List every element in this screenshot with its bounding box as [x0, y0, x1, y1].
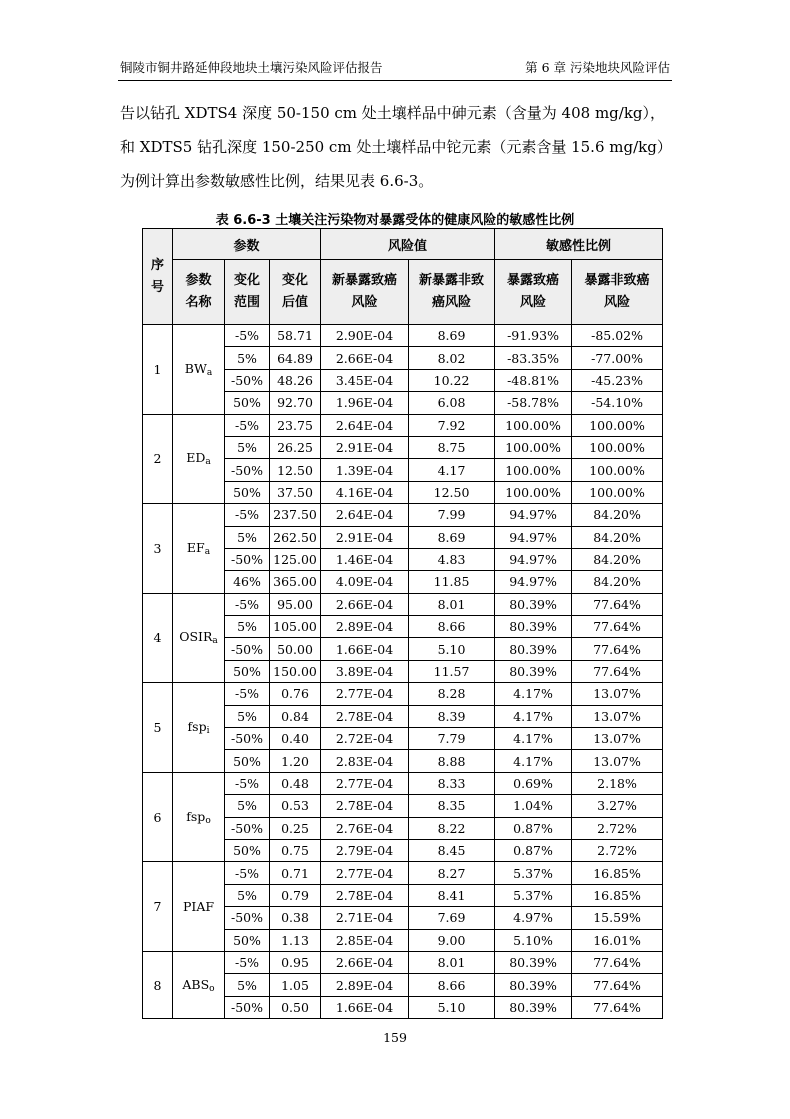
row-seq: 8 — [143, 951, 173, 1018]
cell-range: -5% — [225, 951, 270, 973]
cell-noncarc-risk: 8.22 — [409, 817, 495, 839]
chapter-title: 第 6 章 污染地块风险评估 — [525, 60, 670, 75]
param-symbol: PIAF — [182, 899, 215, 915]
cell-after-value: 58.71 — [270, 325, 321, 347]
cell-carc-risk: 2.78E-04 — [321, 705, 409, 727]
cell-noncarc-risk: 8.41 — [409, 884, 495, 906]
cell-carc-ratio: 100.00% — [495, 414, 572, 436]
cell-noncarc-risk: 8.39 — [409, 705, 495, 727]
cell-range: -50% — [225, 369, 270, 391]
cell-noncarc-ratio: 2.72% — [572, 817, 663, 839]
cell-noncarc-ratio: -45.23% — [572, 369, 663, 391]
cell-carc-ratio: 80.39% — [495, 951, 572, 973]
cell-carc-ratio: -83.35% — [495, 347, 572, 369]
cell-carc-ratio: 5.10% — [495, 929, 572, 951]
body-line: 告以钻孔 XDTS4 深度 50-150 cm 处土壤样品中砷元素（含量为 408 mg/kg）， — [120, 104, 666, 122]
cell-after-value: 365.00 — [270, 571, 321, 593]
cell-carc-risk: 2.72E-04 — [321, 728, 409, 750]
cell-noncarc-risk: 12.50 — [409, 481, 495, 503]
cell-noncarc-ratio: 100.00% — [572, 414, 663, 436]
cell-carc-risk: 2.77E-04 — [321, 772, 409, 794]
cell-carc-ratio: 94.97% — [495, 504, 572, 526]
cell-noncarc-risk: 4.17 — [409, 459, 495, 481]
param-subscript: a — [206, 367, 213, 378]
cell-noncarc-risk: 7.69 — [409, 907, 495, 929]
param-subscript: a — [212, 636, 218, 647]
cell-carc-ratio: 4.17% — [495, 750, 572, 772]
cell-noncarc-ratio: 13.07% — [572, 705, 663, 727]
cell-range: 5% — [225, 795, 270, 817]
cell-carc-risk: 3.45E-04 — [321, 369, 409, 391]
cell-range: -5% — [225, 862, 270, 884]
body-paragraph — [120, 96, 680, 198]
row-seq: 7 — [143, 862, 173, 952]
row-param-name — [173, 593, 225, 683]
cell-noncarc-risk: 8.66 — [409, 616, 495, 638]
cell-noncarc-ratio: 2.18% — [572, 772, 663, 794]
cell-carc-risk: 3.89E-04 — [321, 660, 409, 682]
header-param-name: 参数名称 — [173, 260, 225, 325]
cell-carc-ratio: 80.39% — [495, 616, 572, 638]
param-subscript: a — [205, 457, 211, 468]
cell-after-value: 0.71 — [270, 862, 321, 884]
param-symbol: fsp — [187, 719, 207, 735]
row-param-name — [173, 951, 225, 1018]
cell-noncarc-risk: 7.92 — [409, 414, 495, 436]
row-param-name — [173, 504, 225, 594]
cell-range: -5% — [225, 414, 270, 436]
body-line: 和 XDTS5 钻孔深度 150-250 cm 处土壤样品中铊元素（元素含量 15.6 mg/kg） — [120, 138, 672, 156]
cell-carc-risk: 2.89E-04 — [321, 974, 409, 996]
cell-noncarc-risk: 8.27 — [409, 862, 495, 884]
cell-noncarc-risk: 7.99 — [409, 504, 495, 526]
cell-after-value: 26.25 — [270, 436, 321, 458]
report-title: 铜陵市铜井路延伸段地块土壤污染风险评估报告 — [120, 60, 383, 75]
param-subscript: i — [206, 726, 210, 737]
body-line: 为例计算出参数敏感性比例，结果见表 6.6-3。 — [120, 172, 434, 190]
cell-noncarc-ratio: 84.20% — [572, 504, 663, 526]
cell-carc-ratio: 100.00% — [495, 459, 572, 481]
cell-noncarc-risk: 8.01 — [409, 593, 495, 615]
cell-noncarc-ratio: 13.07% — [572, 683, 663, 705]
cell-after-value: 0.95 — [270, 951, 321, 973]
cell-carc-ratio: 100.00% — [495, 436, 572, 458]
cell-carc-risk: 2.91E-04 — [321, 526, 409, 548]
cell-noncarc-risk: 8.02 — [409, 347, 495, 369]
param-symbol: fsp — [186, 808, 206, 824]
cell-carc-ratio: 94.97% — [495, 526, 572, 548]
cell-noncarc-risk: 8.35 — [409, 795, 495, 817]
sensitivity-table — [142, 228, 663, 1019]
cell-carc-ratio: 94.97% — [495, 571, 572, 593]
cell-noncarc-risk: 5.10 — [409, 996, 495, 1018]
row-param-name — [173, 772, 225, 862]
header-after: 变化后值 — [270, 260, 321, 325]
cell-noncarc-risk: 8.66 — [409, 974, 495, 996]
cell-range: -50% — [225, 638, 270, 660]
cell-after-value: 48.26 — [270, 369, 321, 391]
cell-carc-ratio: -58.78% — [495, 392, 572, 414]
cell-range: 5% — [225, 884, 270, 906]
cell-noncarc-ratio: 77.64% — [572, 638, 663, 660]
cell-after-value: 150.00 — [270, 660, 321, 682]
cell-noncarc-ratio: 100.00% — [572, 481, 663, 503]
cell-range: -5% — [225, 593, 270, 615]
cell-after-value: 0.53 — [270, 795, 321, 817]
cell-range: 50% — [225, 929, 270, 951]
cell-carc-risk: 2.91E-04 — [321, 436, 409, 458]
cell-after-value: 92.70 — [270, 392, 321, 414]
cell-after-value: 125.00 — [270, 548, 321, 570]
cell-carc-ratio: 80.39% — [495, 593, 572, 615]
row-seq: 6 — [143, 772, 173, 862]
cell-carc-ratio: 0.87% — [495, 817, 572, 839]
param-symbol: ABS — [182, 976, 210, 992]
cell-noncarc-ratio: 13.07% — [572, 750, 663, 772]
cell-range: -50% — [225, 548, 270, 570]
cell-carc-risk: 2.83E-04 — [321, 750, 409, 772]
cell-range: 46% — [225, 571, 270, 593]
cell-noncarc-risk: 11.57 — [409, 660, 495, 682]
cell-carc-ratio: 94.97% — [495, 548, 572, 570]
cell-noncarc-risk: 8.69 — [409, 325, 495, 347]
cell-range: 50% — [225, 839, 270, 861]
cell-noncarc-ratio: 77.64% — [572, 996, 663, 1018]
cell-carc-ratio: -91.93% — [495, 325, 572, 347]
cell-carc-risk: 2.79E-04 — [321, 839, 409, 861]
header-range: 变化范围 — [225, 260, 270, 325]
row-seq: 2 — [143, 414, 173, 504]
row-param-name — [173, 414, 225, 504]
cell-carc-risk: 2.90E-04 — [321, 325, 409, 347]
cell-range: -50% — [225, 996, 270, 1018]
cell-noncarc-risk: 8.75 — [409, 436, 495, 458]
table-row — [143, 593, 663, 615]
table-row — [143, 951, 663, 973]
cell-after-value: 262.50 — [270, 526, 321, 548]
cell-noncarc-risk: 8.28 — [409, 683, 495, 705]
cell-after-value: 50.00 — [270, 638, 321, 660]
cell-noncarc-risk: 8.88 — [409, 750, 495, 772]
cell-range: 5% — [225, 436, 270, 458]
cell-noncarc-ratio: -54.10% — [572, 392, 663, 414]
row-seq: 4 — [143, 593, 173, 683]
cell-carc-ratio: 5.37% — [495, 862, 572, 884]
cell-noncarc-ratio: 13.07% — [572, 728, 663, 750]
cell-carc-risk: 2.76E-04 — [321, 817, 409, 839]
header-risk: 风险值 — [321, 229, 495, 260]
cell-carc-risk: 2.78E-04 — [321, 884, 409, 906]
cell-after-value: 0.48 — [270, 772, 321, 794]
cell-after-value: 95.00 — [270, 593, 321, 615]
cell-noncarc-ratio: 3.27% — [572, 795, 663, 817]
cell-range: 50% — [225, 392, 270, 414]
cell-noncarc-ratio: -85.02% — [572, 325, 663, 347]
cell-carc-risk: 2.64E-04 — [321, 504, 409, 526]
cell-carc-risk: 1.46E-04 — [321, 548, 409, 570]
cell-carc-risk: 1.96E-04 — [321, 392, 409, 414]
table-row — [143, 504, 663, 526]
cell-range: -5% — [225, 772, 270, 794]
cell-range: 50% — [225, 750, 270, 772]
cell-carc-risk: 2.71E-04 — [321, 907, 409, 929]
table-row — [143, 325, 663, 347]
cell-after-value: 105.00 — [270, 616, 321, 638]
cell-noncarc-ratio: 16.85% — [572, 884, 663, 906]
cell-carc-ratio: -48.81% — [495, 369, 572, 391]
page-number: 159 — [383, 1030, 407, 1045]
cell-after-value: 237.50 — [270, 504, 321, 526]
param-symbol: OSIR — [179, 629, 213, 645]
header-params: 参数 — [173, 229, 321, 260]
cell-noncarc-risk: 8.01 — [409, 951, 495, 973]
cell-range: -50% — [225, 907, 270, 929]
cell-noncarc-risk: 8.69 — [409, 526, 495, 548]
param-symbol: BW — [184, 360, 207, 376]
param-subscript: a — [204, 546, 211, 557]
row-param-name — [173, 862, 225, 952]
cell-noncarc-risk: 6.08 — [409, 392, 495, 414]
cell-carc-ratio: 80.39% — [495, 660, 572, 682]
cell-carc-risk: 2.66E-04 — [321, 951, 409, 973]
cell-range: -5% — [225, 683, 270, 705]
cell-after-value: 1.20 — [270, 750, 321, 772]
cell-after-value: 0.40 — [270, 728, 321, 750]
cell-carc-ratio: 4.97% — [495, 907, 572, 929]
header-noncarc-risk: 新暴露非致癌风险 — [409, 260, 495, 325]
cell-after-value: 0.50 — [270, 996, 321, 1018]
row-param-name — [173, 683, 225, 773]
row-seq: 3 — [143, 504, 173, 594]
cell-after-value: 1.05 — [270, 974, 321, 996]
cell-range: 50% — [225, 660, 270, 682]
cell-after-value: 0.79 — [270, 884, 321, 906]
param-symbol: EF — [186, 539, 205, 555]
cell-noncarc-risk: 8.45 — [409, 839, 495, 861]
cell-carc-ratio: 4.17% — [495, 728, 572, 750]
cell-after-value: 0.76 — [270, 683, 321, 705]
cell-carc-risk: 2.64E-04 — [321, 414, 409, 436]
cell-carc-ratio: 4.17% — [495, 683, 572, 705]
cell-noncarc-ratio: 16.01% — [572, 929, 663, 951]
cell-range: -5% — [225, 504, 270, 526]
cell-after-value: 37.50 — [270, 481, 321, 503]
cell-range: 5% — [225, 347, 270, 369]
cell-after-value: 0.38 — [270, 907, 321, 929]
table-row — [143, 772, 663, 794]
cell-carc-ratio: 1.04% — [495, 795, 572, 817]
cell-carc-ratio: 80.39% — [495, 996, 572, 1018]
cell-carc-risk: 4.09E-04 — [321, 571, 409, 593]
param-symbol: ED — [186, 450, 206, 466]
cell-after-value: 12.50 — [270, 459, 321, 481]
cell-range: 5% — [225, 974, 270, 996]
cell-range: 5% — [225, 616, 270, 638]
cell-carc-ratio: 5.37% — [495, 884, 572, 906]
cell-carc-ratio: 100.00% — [495, 481, 572, 503]
cell-noncarc-ratio: 77.64% — [572, 951, 663, 973]
cell-noncarc-risk: 9.00 — [409, 929, 495, 951]
param-subscript: o — [209, 983, 215, 994]
cell-after-value: 64.89 — [270, 347, 321, 369]
cell-range: -5% — [225, 325, 270, 347]
cell-noncarc-ratio: 100.00% — [572, 436, 663, 458]
cell-noncarc-risk: 7.79 — [409, 728, 495, 750]
cell-carc-risk: 2.85E-04 — [321, 929, 409, 951]
cell-carc-ratio: 0.87% — [495, 839, 572, 861]
cell-carc-risk: 1.66E-04 — [321, 996, 409, 1018]
cell-noncarc-ratio: 100.00% — [572, 459, 663, 481]
cell-noncarc-ratio: -77.00% — [572, 347, 663, 369]
cell-after-value: 0.84 — [270, 705, 321, 727]
cell-carc-risk: 4.16E-04 — [321, 481, 409, 503]
row-param-name — [173, 325, 225, 415]
cell-carc-risk: 2.77E-04 — [321, 683, 409, 705]
row-seq: 1 — [143, 325, 173, 415]
cell-noncarc-ratio: 84.20% — [572, 571, 663, 593]
cell-noncarc-risk: 11.85 — [409, 571, 495, 593]
cell-range: -50% — [225, 459, 270, 481]
cell-carc-risk: 2.78E-04 — [321, 795, 409, 817]
cell-after-value: 23.75 — [270, 414, 321, 436]
cell-noncarc-ratio: 77.64% — [572, 974, 663, 996]
cell-noncarc-ratio: 84.20% — [572, 548, 663, 570]
header-noncarc-ratio: 暴露非致癌风险 — [572, 260, 663, 325]
table-row — [143, 414, 663, 436]
param-subscript: o — [205, 815, 211, 826]
cell-carc-ratio: 0.69% — [495, 772, 572, 794]
cell-range: 5% — [225, 705, 270, 727]
cell-noncarc-ratio: 84.20% — [572, 526, 663, 548]
cell-range: -50% — [225, 817, 270, 839]
cell-carc-risk: 1.66E-04 — [321, 638, 409, 660]
cell-carc-ratio: 80.39% — [495, 974, 572, 996]
table-caption: 表 6.6-3 土壤关注污染物对暴露受体的健康风险的敏感性比例 — [215, 213, 575, 228]
cell-carc-ratio: 80.39% — [495, 638, 572, 660]
cell-noncarc-ratio: 77.64% — [572, 616, 663, 638]
cell-range: 5% — [225, 526, 270, 548]
header-sensitivity: 敏感性比例 — [495, 229, 663, 260]
cell-after-value: 0.75 — [270, 839, 321, 861]
header-seq: 序号 — [143, 229, 173, 325]
cell-noncarc-ratio: 77.64% — [572, 593, 663, 615]
cell-carc-risk: 2.77E-04 — [321, 862, 409, 884]
cell-carc-risk: 2.89E-04 — [321, 616, 409, 638]
cell-carc-risk: 2.66E-04 — [321, 347, 409, 369]
header-carc-risk: 新暴露致癌风险 — [321, 260, 409, 325]
cell-after-value: 0.25 — [270, 817, 321, 839]
cell-noncarc-risk: 4.83 — [409, 548, 495, 570]
cell-noncarc-ratio: 15.59% — [572, 907, 663, 929]
cell-noncarc-ratio: 2.72% — [572, 839, 663, 861]
cell-noncarc-risk: 10.22 — [409, 369, 495, 391]
cell-noncarc-ratio: 16.85% — [572, 862, 663, 884]
cell-noncarc-risk: 8.33 — [409, 772, 495, 794]
cell-after-value: 1.13 — [270, 929, 321, 951]
cell-noncarc-risk: 5.10 — [409, 638, 495, 660]
cell-range: -50% — [225, 728, 270, 750]
table-row — [143, 862, 663, 884]
cell-carc-ratio: 4.17% — [495, 705, 572, 727]
cell-carc-risk: 1.39E-04 — [321, 459, 409, 481]
row-seq: 5 — [143, 683, 173, 773]
header-carc-ratio: 暴露致癌风险 — [495, 260, 572, 325]
cell-range: 50% — [225, 481, 270, 503]
cell-carc-risk: 2.66E-04 — [321, 593, 409, 615]
table-row — [143, 683, 663, 705]
header-divider — [118, 80, 672, 81]
cell-noncarc-ratio: 77.64% — [572, 660, 663, 682]
